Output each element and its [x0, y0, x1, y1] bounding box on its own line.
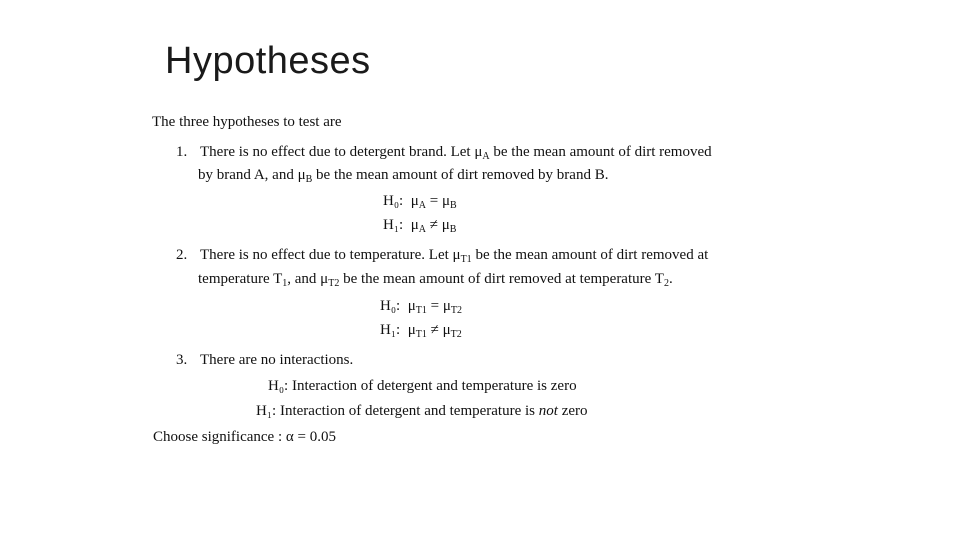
hypothesis-3-number: 3. [176, 352, 188, 368]
hypothesis-2-null: H₀: $\mu_{T1} = \mu_{T2}$ [380, 298, 463, 316]
hypothesis-1-null: H₀: $\mu_A = \mu_B$ [383, 193, 457, 211]
intro-text: The three hypotheses to test are [152, 114, 342, 130]
hypothesis-1-line-2: by brand A, and $\mu_B$ be the mean amount of dirt removed by brand B. [198, 167, 609, 185]
hypothesis-2-alternative: H₁: $\mu_{T1} \ne \mu_{T2}$ [380, 322, 462, 340]
hypothesis-1-number: 1. [176, 144, 188, 160]
hypothesis-3-null: H₀: Interaction of detergent and temperature is zero [268, 378, 577, 394]
hypothesis-1-line-1: 1. There is no effect due to detergent brand. Let $\mu_A$ be the mean amount of dirt removed [176, 144, 712, 162]
hypothesis-2-line-2: temperature $T_1$, and $\mu_{T2}$ be the mean amount of dirt removed at temperature $T_2$. [198, 271, 673, 289]
hypothesis-3-alternative: H₁: Interaction of detergent and temperature is not zero [256, 403, 588, 419]
hypothesis-2-number: 2. [176, 247, 188, 263]
hypothesis-1-alternative: H₁: $\mu_A \ne \mu_B$ [383, 217, 457, 235]
slide-title: Hypotheses [165, 40, 371, 82]
significance-text: Choose significance : α = 0.05 [153, 429, 336, 445]
hypothesis-2-line-1: 2. There is no effect due to temperature. Let $\mu_{T1}$ be the mean amount of dirt removed at [176, 247, 709, 265]
hypothesis-3-line-1: 3. There are no interactions. [176, 352, 354, 368]
